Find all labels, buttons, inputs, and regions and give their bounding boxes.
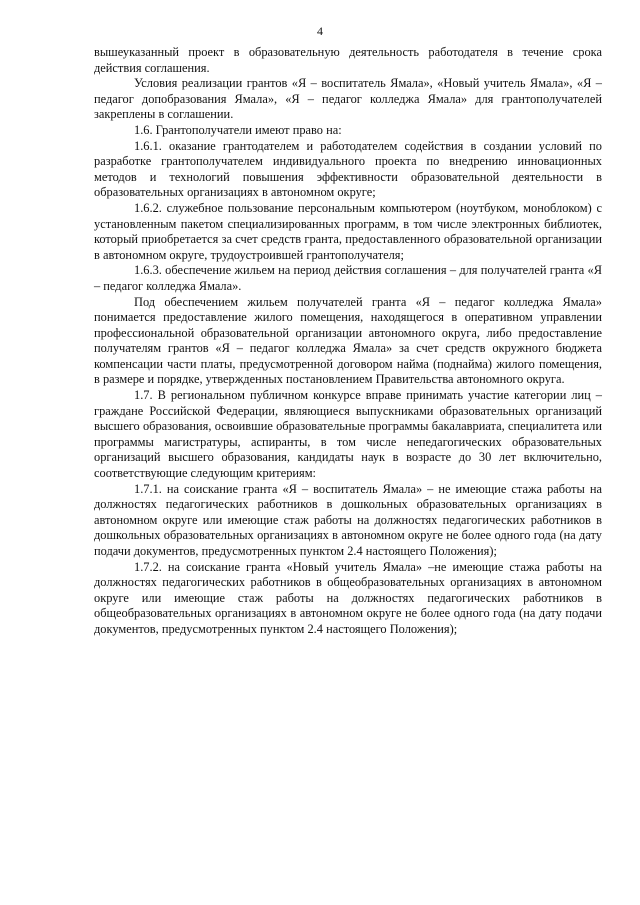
paragraph-1-6: 1.6. Грантополучатели имеют право на: (134, 122, 342, 137)
paragraph-1-7-1: 1.7.1. на соискание гранта «Я – воспитатель Ямала» – не имеющие стажа работы на должностях педагогических работников в дошкольных образовательных организациях в автономном округе или имеющие стаж работы на должностях педагогических работников в дошкольных образовательных организациях в автономном округе не более одного года (на дату подачи документов, предусмотренных пунктом 2.4 настоящего Положения); (94, 481, 602, 558)
document-body (94, 45, 602, 638)
paragraph-housing: Под обеспечением жильем получателей гранта «Я – педагог колледжа Ямала» понимается предоставление жилого помещения, находящегося в оперативном управлении профессиональной образовательной организации автономного округа, либо предоставление получателям грантов «Я – педагог колледжа Ямала» за счет средств окружного бюджета компенсации части платы, предусмотренной договором найма (поднайма) жилого помещения, в размере и порядке, утвержденных постановлением Правительства автономного округа. (94, 294, 602, 387)
paragraph-1-6-3: 1.6.3. обеспечение жильем на период действия соглашения – для получателей гранта «Я – педагог колледжа Ямала». (94, 263, 602, 293)
paragraph-continuation: вышеуказанный проект в образовательную деятельность работодателя в течение срока действия соглашения. (94, 45, 602, 75)
paragraph-1-7-2: 1.7.2. на соискание гранта «Новый учитель Ямала» –не имеющие стажа работы на должностях педагогических работников в общеобразовательных организациях в автономном округе или имеющие стаж работы на должностях педагогических работников в общеобразовательных организациях в автономном округе не более одного года (на дату подачи документов, предусмотренных пунктом 2.4 настоящего Положения); (94, 559, 602, 636)
paragraph-grant-conditions: Условия реализации грантов «Я – воспитатель Ямала», «Новый учитель Ямала», «Я – педагог допобразования Ямала», «Я – педагог колледжа Ямала» для грантополучателей закреплены в соглашении. (94, 76, 602, 122)
paragraph-1-6-2: 1.6.2. служебное пользование персональным компьютером (ноутбуком, моноблоком) с установленным пакетом специализированных программ, в том числе электронных библиотек, который приобретается за счет средств гранта, предоставленного образовательной организации в автономном округе, трудоустроившей грантополучателя; (94, 200, 602, 262)
page-number: 4 (317, 24, 323, 38)
paragraph-1-7: 1.7. В региональном публичном конкурсе вправе принимать участие категории лиц – граждане Российской Федерации, являющиеся выпускниками образовательных организаций высшего образования, освоившие образовательные программы бакалавриата, специалитета или программы магистратуры, аспиранты, в том числе непедагогических образовательных организаций высшего образования, кандидаты наук в возрасте до 30 лет включительно, соответствующие следующим критериям: (94, 388, 602, 481)
paragraph-1-6-1: 1.6.1. оказание грантодателем и работодателем содействия в создании условий по разработке грантополучателем индивидуального проекта по внедрению инновационных методов и технологий повышения эффективности образовательной деятельности в образовательных организациях в автономном округе; (94, 138, 602, 200)
